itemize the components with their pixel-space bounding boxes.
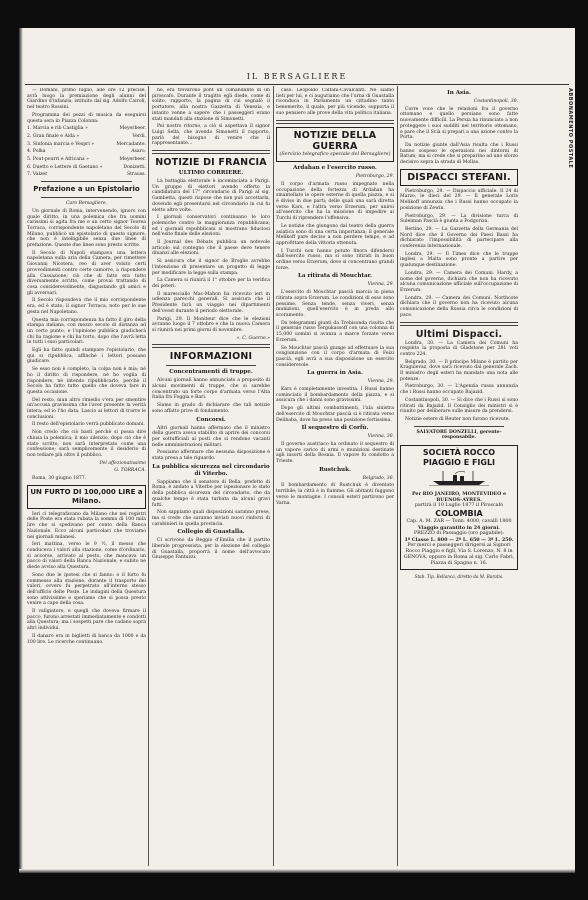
running-title: IL BERSAGLIERE (246, 72, 348, 81)
program-title: Programma dei pezzi di musica da eseguirsi questa sera in Piazza Colonna: (27, 112, 146, 124)
sicurezza-subtitle: La pubblica sicurezza nel circondario di Viterbo. (152, 463, 270, 477)
paragraph: Del resto, niun altro rimedio v'era per smentire un'accusa gravissima che l'aver presente la verità intera; ed io l'ho data. Lascio ai lettori di trarre le conclusioni. (27, 397, 146, 420)
program-piece: 6. Duetto e Lettere di Gaetano » (27, 164, 103, 170)
program-composer: Meyerbeer. (119, 126, 146, 132)
francia-signature: «. C. Guerne.» (236, 335, 270, 341)
informazioni-body (152, 378, 270, 414)
paragraph: Dopo gli ultimi combattimenti, l'ala sinistra dell'esercito di Mouchtar pascià si è ritirata verso Delibaba, dove ha preso una posizione fortissima. (276, 406, 394, 423)
paragraph: Parigi, 29. Il Moniteur dice che le elezioni avranno luogo il 7 ottobre e che la nuova Camera si riunirà nei primi giorni di novembre. (152, 316, 270, 333)
notizie-guerra-title: NOTIZIE DELLA GUERRA (293, 129, 377, 152)
page-shadow-edge (19, 28, 23, 873)
paragraph: Kars è completamente investita. I Russi hanno cominciato il bombardamento della piazza, e si assicura che i danni sono gravissimi. (276, 387, 394, 404)
ultimi-title: Ultimi Dispacci. (415, 328, 503, 340)
ritirata-body (276, 290, 394, 368)
dateline: Pietroburgo, 29. (355, 174, 394, 180)
ardahan-subtitle: Ardahan e l'esercito russo. (293, 165, 377, 172)
sicurezza-body (152, 480, 270, 528)
column-3 (276, 88, 394, 868)
furto-title: UN FURTO DI 100,000 LIRE a Milano. (30, 487, 143, 505)
dateline: Vienna, 30. (367, 434, 394, 440)
ad-title-right: PIAGGIO E FIGLI (422, 458, 496, 468)
paragraph: Londra, 29. — Il Times dice che le truppe inglesi a Malta sono pronte a partire per qualunque destinazione. (400, 251, 518, 269)
paragraph: Belgrado, 30. — Il principe Milano è partito per Kraguievaz, dove sarà ricevuto dal generale Zach. Il ministro degli esteri ha mandato una nota alle potenze. (400, 359, 518, 382)
paragraph: Alcuni giornali hanno annunciato a proposito di alcuni movimenti di truppe, che si sarebbe concentrato un forte corpo d'armata verso l'Alta Italia fra Foggia e Bari. (152, 378, 270, 401)
separator (41, 181, 132, 182)
guastalla-body (152, 538, 270, 561)
dispacci-body (400, 189, 518, 319)
paragraph: Egli ha fatto quindi stampare l'epistolario, che qui si ripubblica, affinchè i lettori possano giudicare. (27, 348, 146, 365)
date-place: Roma, 30 giugno 1877. (32, 476, 87, 482)
ultimo-corriere-subtitle: ULTIMO CORRIERE. (178, 170, 244, 177)
header-rule (25, 84, 569, 85)
paragraph: Londra, 29. — Camera dei Comuni. Northcote dichiara che il governo non ha ricevuto alcuna comunicazione della Russia circa le condizioni di pace. (400, 295, 518, 318)
shipping-advertisement (400, 445, 518, 570)
paragraph: Berlino, 29. — La Gazzetta della Germania del Nord dice che il Governo dei Paesi Bassi ha dichiarato l'impossibilità di partecipare alla conferenza internazionale. (400, 226, 518, 250)
dateline: Vienna, 29. (367, 379, 394, 385)
paragraph: Il corpo d'armata russo impegnato nella occupazione della fortezza di Ardahan ha smantellato le opere esterne di quella piazza, e si è diviso in due parti; delle quali una sarà diretta verso Kars, e l'altra verso Erzerum, per unirsi all'esercito che ha la missione di impedire ai Turchi di riprendere l'offensiva. (276, 181, 394, 222)
sign-off: Pel affezionatissimo (99, 460, 146, 466)
sequestro-subtitle: Il sequestro di Corfù. (301, 425, 369, 432)
separator (414, 426, 504, 427)
paragraph: Il Secolo di Napoli stampava una lettera napoletana sulla aria della Camera, per rimettere Giovanni Nicotera, reo di aver voluto certi provvedimenti contro certe camorre, a rispondere alla Cassazione; ciò che di fatto era tutto diversamente scritto, come provai trattando di cosa considerevolmente, disgustando gli amici e gli avversari. (27, 250, 146, 296)
program-item (27, 165, 146, 171)
ad-captain: Cap. A. M. ZAR — Tonn. 4000, cavalli 1800 (406, 518, 512, 524)
rustchuk-body (276, 483, 394, 506)
dateline: Costantinopoli, 30. (473, 99, 518, 104)
greeting: Caro Bersagliere, (65, 201, 108, 207)
program-item (27, 157, 146, 163)
guerra-asia-subtitle: La guerra in Asia. (307, 370, 363, 377)
paragraph: Il Secolo rispondeva che il mio corrispondente era, ed è stato, il signor Torraca, noto per le sue gesta nel Napoletano. (27, 298, 146, 315)
paragraph: Corre voce che le relazioni fra il governo ottomano e quello persiano sono fatte nuovamente difficili. La Persia ha rinunciato a non proteggere i suoi sudditi nel territorio ottomano, e pare che il Scià si prepari a una azione contro la Porta. (400, 106, 518, 141)
newspaper-page (19, 28, 575, 873)
paragraph: La Camera si riunirà il 1° ottobre per la verifica dei poteri. (152, 278, 270, 289)
separator (152, 150, 270, 154)
paragraph: Il danaro era in biglietti di banca da 1000 e da 100 lire. Le ricerche continuano. (27, 633, 146, 645)
paragraph: Da telegrammi giunti da Trebisonda risulta che il generale russo Tergukassoff con una colonna di 15,000 uomini si avanza a marce forzate verso Erzerum. (276, 320, 394, 343)
ad-agency: Per merci e passeggeri dirigersi ai Signori Rocco Piaggio e figli, Via S. Lorenzo, N. 8 in GENOVA, oppure in Roma al sig. Carlo Fabri, Piazza di Spagna n. 16. (403, 542, 515, 566)
paragraph: Pietroburgo, 30. — L'Agenzia russa annunzia che i Russi hanno occupato Bajazid. (400, 384, 518, 396)
paragraph: Ieri mattina, verso le 9 ½, il messo che conduceva i valori alla stazione, come d'ordinario, si accorse, arrivato al posto, che mancava un pacco di valori della Banca Nazionale, e subito ne diede avviso alla Questura. (27, 542, 146, 571)
guerra-headline-box (276, 127, 394, 163)
paragraph: Possiamo affermare che nessuna disposizione è stata presa a tale riguardo. (152, 450, 270, 462)
page-bottom-edge (19, 869, 575, 873)
paragraph: Londra, 29. — Camera dei Comuni. Hardy, a nome del governo, dichiara che non ha ricevuto alcuna comunicazione ufficiale sull'occupazione di Erzerum. (400, 270, 518, 293)
paragraph: I giornali conservatori continuano le loro polemiche contro la maggioranza repubblicana; ed i giornali repubblicani si mostrano fiduciosi nell'esito finale delle elezioni. (152, 215, 270, 238)
program-item (27, 134, 146, 140)
ad-prices: 1ª Classe L. 800 — 2ª L. 650 — 3ª L. 250. (404, 536, 514, 543)
stampa-note: Notizie estere di Reuter non furono ricevute. (405, 416, 510, 422)
ad-departure: partirà il 10 Luglio 1877 il Piroscafo (414, 502, 504, 508)
paragraph: I Turchi non hanno potuto finora difendersi dall'esercito russo, ma si sono ritirati in buon ordine verso Erzerum, dove si concentrano grandi forze. (276, 248, 394, 271)
ad-title-left: SOCIETÀ ROCCO (422, 448, 496, 458)
paragraph: Pietroburgo, 29. — Dispaccio ufficiale. Il 24 di Marzo, le dieci del 29. — Il generale Loris Melikoff annunzia che i Russi hanno occupato la posizione di Zewin. (400, 188, 518, 211)
side-label (565, 88, 575, 202)
asia-body (400, 107, 518, 166)
separator (152, 344, 270, 348)
paragraph: Si assicura che il signor de Broglie avrebbe l'intenzione di presentare un progetto di legge per modificare la legge sulla stampa. (152, 259, 270, 276)
program-composer: Mercadante. (116, 141, 146, 147)
paragraph: Il Journal des Débats pubblica un notevole articolo sul contegno che il paese deve tenere dinanzi alle elezioni. (152, 240, 270, 257)
program-composer: Asaro. (131, 149, 146, 155)
dateline: Belgrado, 30. (362, 475, 394, 481)
informazioni-title: INFORMAZIONI (169, 351, 253, 363)
paragraph: Il valigiatore, e quegli che doveva firmare il pacco, furono arrestati immediatamente e condotti alla Questura; ma i sospetti pare che cadano sopra altri individui. (27, 609, 146, 632)
furto-body (27, 512, 146, 645)
separator (276, 120, 394, 124)
program-list (27, 126, 146, 178)
ad-ship-name: COLOMBIA (435, 508, 483, 518)
prefazione-body (27, 209, 146, 459)
col3-intro: caso. Leopoldo Calfani-Cavalcanti. Ne siamo lieti per lui, e ci auguriamo che l'urna di Guastalla riconduca in Parlamento un cittadino tanto benemerito, il quale, per più vicende, sopporta il suo pensiero alle prove della vita politica italiana. (276, 88, 394, 116)
paragraph: Il maresciallo Mac-Mahon ha ricevuto ieri in udienza parecchi generali. Si assicura che il Presidente farà un viaggio nei dipartimenti dell'ovest durante il periodo elettorale. (152, 291, 270, 314)
paragraph: Londra, 30. — La Camera dei Comuni ha respinto la proposta di Gladstone per 281 voti contro 224. (400, 340, 518, 357)
program-composer: Donizetti. (123, 164, 146, 170)
rustchuk-subtitle: Rustchuk. (319, 466, 351, 473)
program-item (27, 126, 146, 132)
paragraph: Ci scrivono da Reggio d'Emilia che il partito liberale progressista, per la elezione del collegio di Guastalla, proporrà il nome dell'avvocato Giuseppe Fantuzzi. (152, 538, 270, 561)
ardahan-body (276, 182, 394, 272)
col2-intro: ne, era trovarono pont un comandante di un piroscafo. Durante il tragitto egli diede, come di solito, rapporto, la pagina di cui segnalò il portatore, alla nostra Gazzetta di Venezia, e intanto venne a sapere che i passeggeri erano stati mandati alla stazione di Simonetti. (152, 88, 270, 122)
concorsi-subtitle: Concorsi. (196, 416, 226, 423)
sequestro-body (276, 442, 394, 465)
concorsi-body (152, 426, 270, 462)
program-item (27, 142, 146, 148)
program-composer: Strauss. (126, 172, 146, 178)
paragraph: Da notizie giunte dall'Asia risulta che i Russi hanno sospeso le operazioni nei dintorni di Batum; ma si crede che si preparino ad uno sforzo decisivo sopra la strada di Mollas. (400, 142, 518, 166)
guastalla-subtitle: Collegio di Guastalla. (177, 529, 245, 536)
prefazione-title: Prefazione a un Epistolario (33, 185, 140, 194)
paragraph: Ieri ci telegrafavano da Milano che nei registri delle Poste era stata rubata la somma di 100 mila lire che si spedivano per conto della Banca Nazionale. Ecco alcuni particolari che troviamo nei giornali milanesi. (27, 511, 146, 540)
column-1 (27, 88, 146, 868)
program-item (27, 149, 146, 155)
intro-paragraph: — Domani, primo luglio, alle ore 12 precise, avrà luogo la premiazione degli alunni del Giardino d'infanzia, istituito dal sig. Adolfo Cairoli, nel teatro Rossini. (27, 88, 146, 111)
separator (166, 365, 256, 366)
column-divider (397, 86, 398, 866)
paragraph: Altri giornali hanno affermato che il ministro della guerra aveva stabilito di aprire dei concorsi per sottufficiali ai posti che si rendono vacanti nelle amministrazioni militari. (152, 425, 270, 448)
program-composer: Meyerbeer. (119, 157, 146, 163)
column-divider (273, 86, 274, 866)
paragraph: Pietroburgo, 29. — La divisione turca di Suleiman Pascià è giunta a Podgoriza. (400, 213, 518, 225)
program-piece: 5. Pout-pourri e Africana » (27, 157, 89, 163)
printer-line: Stab. Tip. Bellanca, diretto da M. Buratis. (414, 573, 504, 579)
servizio-note: (Servizio telegrafico speciale del Bersagliere) (279, 151, 391, 157)
paragraph: Sono due le ipotesi che si fanno: o il furto fu commesso alla stazione, durante il trasporto dei valori, ovvero fu perpetrato all'interno stesso dell'ufficio delle Poste. Le indagini della Questura sono attivissime e speriamo che si possa presto venire a capo della cosa. (27, 572, 146, 607)
francia-body (152, 179, 270, 334)
ritirata-subtitle: La ritirata di Mouchtar. (297, 273, 373, 280)
paragraph: Il resto dell'epistolario verrà pubblicato domani. (32, 422, 145, 428)
side-label-text: ABBONAMENTO POSTALE (567, 88, 573, 169)
column-2 (152, 88, 270, 868)
program-piece: 4. Polka (27, 149, 46, 155)
program-piece: 7. Valzer (27, 172, 48, 178)
dispacci-title: DISPACCI STEFANI. (407, 171, 511, 183)
concentramenti-subtitle: Concentramenti di truppe. (169, 369, 253, 376)
paragraph: Le notizie che giungono dal teatro della guerra asiatica sono di una certa importanza; il generale Melikoff pare deciso a non perdere tempo, e ad approfittare della vittoria ottenuta. (276, 223, 394, 246)
paragraph: Se esso non è completo, la colpa non è mia; né ho il diritto di rispondere, nè ho voglia di rispondere, nè intendo ripubblicarlo, perchè il Secolo ha fatto tutto quello che doveva fare in questa occasione. (27, 367, 146, 395)
column-4 (400, 88, 518, 868)
ad-route: Per RIO JANEIRO, MONTEVIDEO e BUENOS-AYRES. (411, 490, 507, 503)
program-piece: 2. Gran finale e Aida » (27, 133, 80, 139)
paragraph: Il bombardamento di Rustchuk è diventato terribile; la città è in fiamme. Gli abitanti fuggono verso le montagne. I consoli esteri partirono per Varna. (276, 483, 394, 506)
editor-line: SALVATORE DONZELLI, gerente-responsabile. (416, 429, 502, 441)
dispacci-headline-box (400, 169, 518, 186)
col2-intro-2: Pel nostro ritorno, a ciò si aspettava il signor Luigi Sella, che avendo Simonetti il rapporto, parlò del bisogno di venire che il rappresentante... (152, 124, 270, 147)
column-divider (148, 86, 149, 866)
ad-duration: Viaggio garantito in 24 giorni. (418, 524, 500, 531)
steamship-icon (429, 470, 489, 486)
ad-company-name (403, 448, 515, 468)
guerra-asia-body (276, 387, 394, 423)
asia-subtitle: In Asia. (447, 90, 471, 96)
program-piece: 1. Marcia e rib Castiglia » (27, 126, 88, 132)
paragraph: Siamo in grado di dichiarare che tali notizie sono affatto prive di fondamento. (152, 403, 270, 414)
paragraph: Non credo che ciò basti perchè si possa dire chiusa la polemica; il mio silenzio, dopo ciò che è stato scritto, non sarà interpretato come una confessione; sarà semplicemente il desiderio di non tediare più oltre il pubblico. (27, 430, 146, 458)
dateline: Vienna, 29. (367, 282, 394, 288)
paragraph: Sappiamo che il senatore di Bella, prefetto di Roma, è andato a Viterbo per ispezionare lo stato della pubblica sicurezza del circondario, che da qualche tempo è stata turbata da alcuni gravi fatti. (152, 479, 270, 508)
paragraph: Non sappiamo quali disposizioni saranno prese, ma si crede che saranno inviati nuovi rinforzi di carabinieri in quella provincia. (152, 510, 270, 527)
separator (400, 322, 518, 326)
paragraph: Un giornale di Roma, intervenendo, ignoro con quale diritto, in una polemica che fra uomini carissimi si agita fra me e un certo signor Teorea Torraca, corrispondente napoletano del Secolo di Milano, pubblicò un epistolario di questo signore, che non è intelligibile senza due linee di prefazione. Queste due linee sono presto scritte. (27, 208, 146, 249)
separator (41, 197, 132, 198)
paragraph: Questa mia corrispondenza ha fatto il giro della stampa italiana, con mezzo secolo di distanza ad un certo punto, e l'opinione pubblica giudicherà chi ha ragione e chi ha torto, dopo che l'avrà letta in tutti i suoi particolari. (27, 317, 146, 346)
signature: G. TORRACA. (114, 468, 146, 474)
paragraph: Se Mouchtar pascià giunge ad effettuare la sua congiunzione con il corpo d'armata di Feizi pascià, egli avrà a sua disposizione un esercito considerevole. (276, 345, 394, 368)
notizie-francia-title: NOTIZIE DI FRANCIA (155, 157, 267, 169)
program-item (27, 172, 146, 178)
furto-headline-box (27, 485, 146, 509)
paragraph: La battaglia elettorale è incominciata a Parigi. Un gruppo di elettori avendo offerto la candidatura del 17° circondario di Parigi al sig. Gambetta, questi rispose che non può accettarla, dovendo egli presentarsi nel circondario in cui fu eletto altre volte. (152, 179, 270, 213)
ad-price-label: PREZZO di Passaggio (oro pagabile): (413, 530, 505, 536)
ultimi-body (400, 341, 518, 396)
paragraph: Il governo austriaco ha ordinato il sequestro di un vapore carico di armi e munizioni destinate agli insorti della Bosnia. Il vapore fu condotto a Trieste. (276, 441, 394, 465)
program-composer: Verdi. (132, 133, 146, 139)
paragraph: L'esercito di Mouchtar pascià marcia in piena ritirata sopra Erzerum. Le condizioni di esso sono pessime. Senza tende, senza viveri, senza munizioni, quell'esercito è in preda allo scoramento. (276, 290, 394, 318)
ultimi-extra: Costantinopoli, 30. — Si dice che i Russi si sono ritirati da Bajazid. Il Consiglio dei ministri si è riunito per deliberare sulle misure da prendersi. (400, 397, 518, 415)
program-piece: 3. Sinfonia marcia e Vespri » (27, 141, 95, 147)
